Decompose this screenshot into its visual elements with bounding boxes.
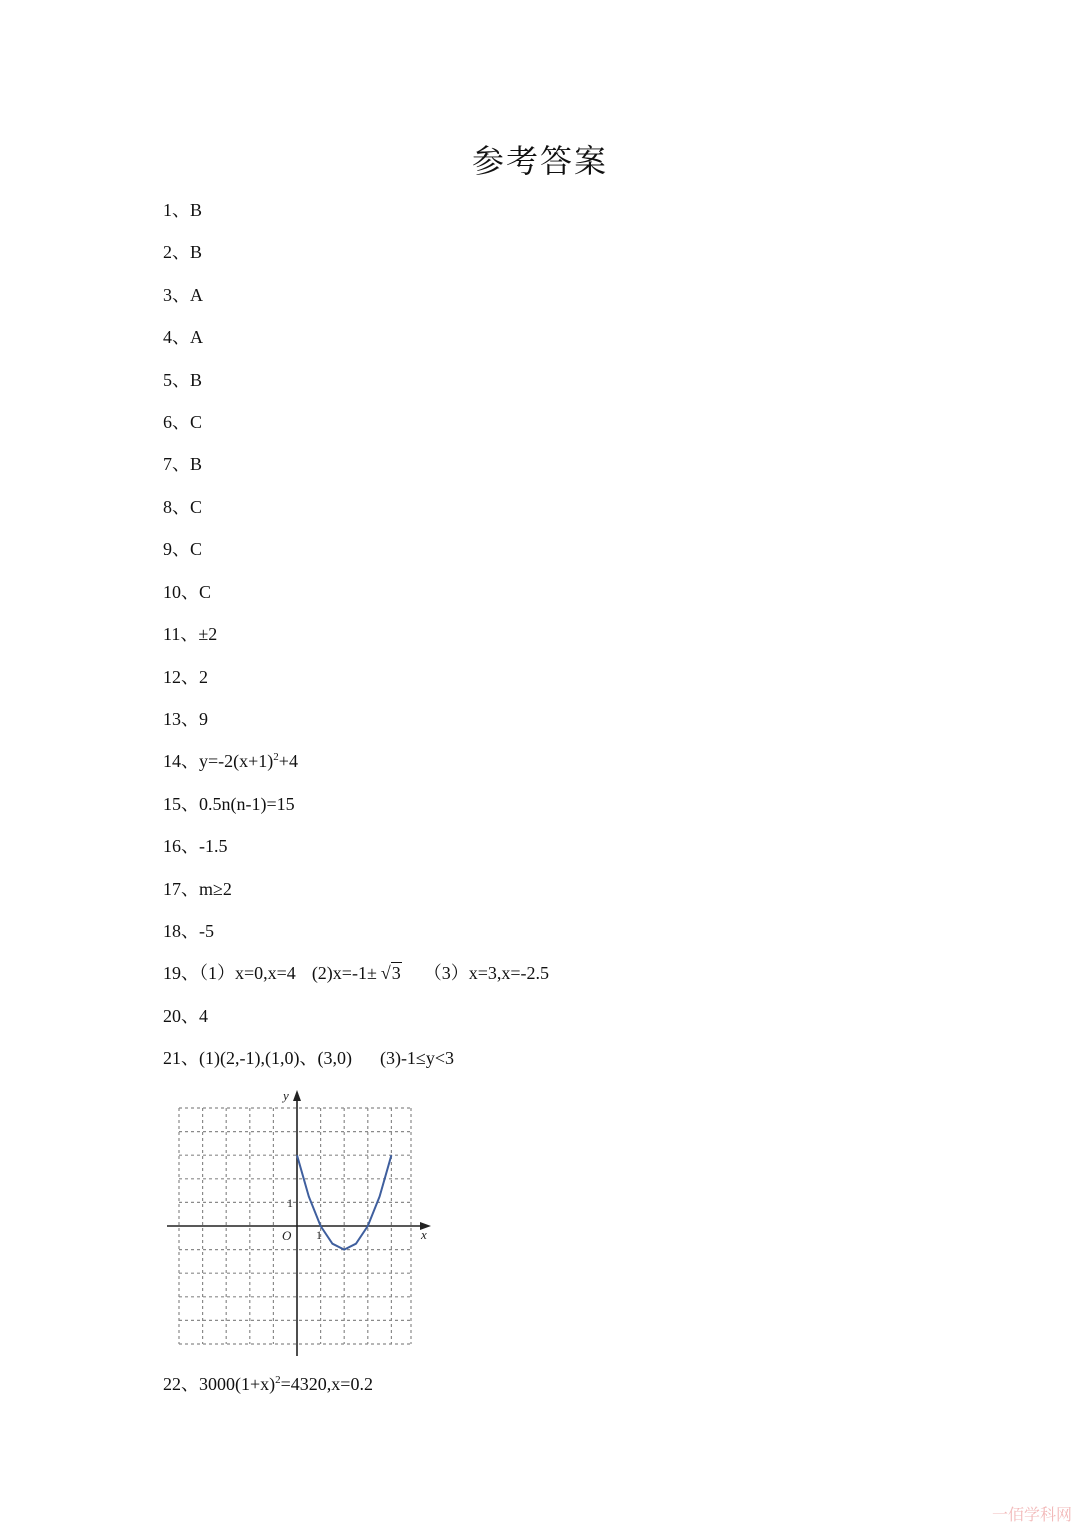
answer-10: 10、C bbox=[163, 582, 212, 602]
answer-22-suffix: =4320,x=0.2 bbox=[280, 1374, 373, 1394]
answer-19-radicand: 3 bbox=[391, 963, 401, 983]
answer-2: 2、B bbox=[163, 242, 203, 262]
answer-13: 13、9 bbox=[163, 709, 208, 729]
answer-14-suffix: +4 bbox=[278, 751, 298, 771]
answer-19 bbox=[163, 962, 549, 984]
x-tick-label: 1 bbox=[316, 1228, 322, 1242]
answer-19-part3: （3）x=3,x=-2.5 bbox=[423, 963, 550, 983]
answer-21-part2: (3)-1≤y<3 bbox=[379, 1048, 454, 1068]
answer-20: 20、4 bbox=[163, 1006, 208, 1026]
answer-8: 8、C bbox=[163, 497, 203, 517]
page-title: 参考答案 bbox=[471, 142, 608, 180]
answer-19-part2: (2)x=-1± bbox=[311, 963, 377, 983]
answer-18: 18、-5 bbox=[163, 921, 214, 941]
answer-22 bbox=[163, 1373, 373, 1395]
answer-14-exponent: 2 bbox=[273, 751, 279, 763]
answer-16: 16、-1.5 bbox=[163, 836, 228, 856]
answer-21-part1: 21、(1)(2,-1),(1,0)、(3,0) bbox=[163, 1048, 352, 1068]
answer-14-text: 14、y=-2(x+1) bbox=[163, 751, 274, 771]
answer-15: 15、0.5n(n-1)=15 bbox=[163, 794, 295, 814]
answer-22-exponent: 2 bbox=[275, 1374, 281, 1386]
sqrt-symbol: √3 bbox=[380, 963, 401, 983]
answer-5: 5、B bbox=[163, 370, 203, 390]
answer-22-text: 22、3000(1+x) bbox=[163, 1374, 276, 1394]
origin-label: O bbox=[282, 1228, 292, 1243]
answer-1: 1、B bbox=[163, 200, 203, 220]
y-tick-label: 1 bbox=[287, 1196, 293, 1210]
answer-17: 17、m≥2 bbox=[163, 879, 232, 899]
answer-3: 3、A bbox=[163, 285, 203, 305]
watermark: 一佰学科网 bbox=[991, 1505, 1072, 1524]
y-axis-label: y bbox=[283, 1088, 289, 1103]
answer-6: 6、C bbox=[163, 412, 203, 432]
answer-14 bbox=[163, 750, 298, 772]
x-axis-label: x bbox=[421, 1227, 427, 1242]
answer-12: 12、2 bbox=[163, 667, 208, 687]
answer-21 bbox=[163, 1047, 454, 1069]
answer-19-part1: 19、（1）x=0,x=4 bbox=[163, 963, 296, 983]
answer-7: 7、B bbox=[163, 454, 203, 474]
parabola-graph bbox=[165, 1086, 435, 1366]
answer-9: 9、C bbox=[163, 539, 203, 559]
answer-4: 4、A bbox=[163, 327, 203, 347]
answer-11: 11、±2 bbox=[163, 624, 218, 644]
